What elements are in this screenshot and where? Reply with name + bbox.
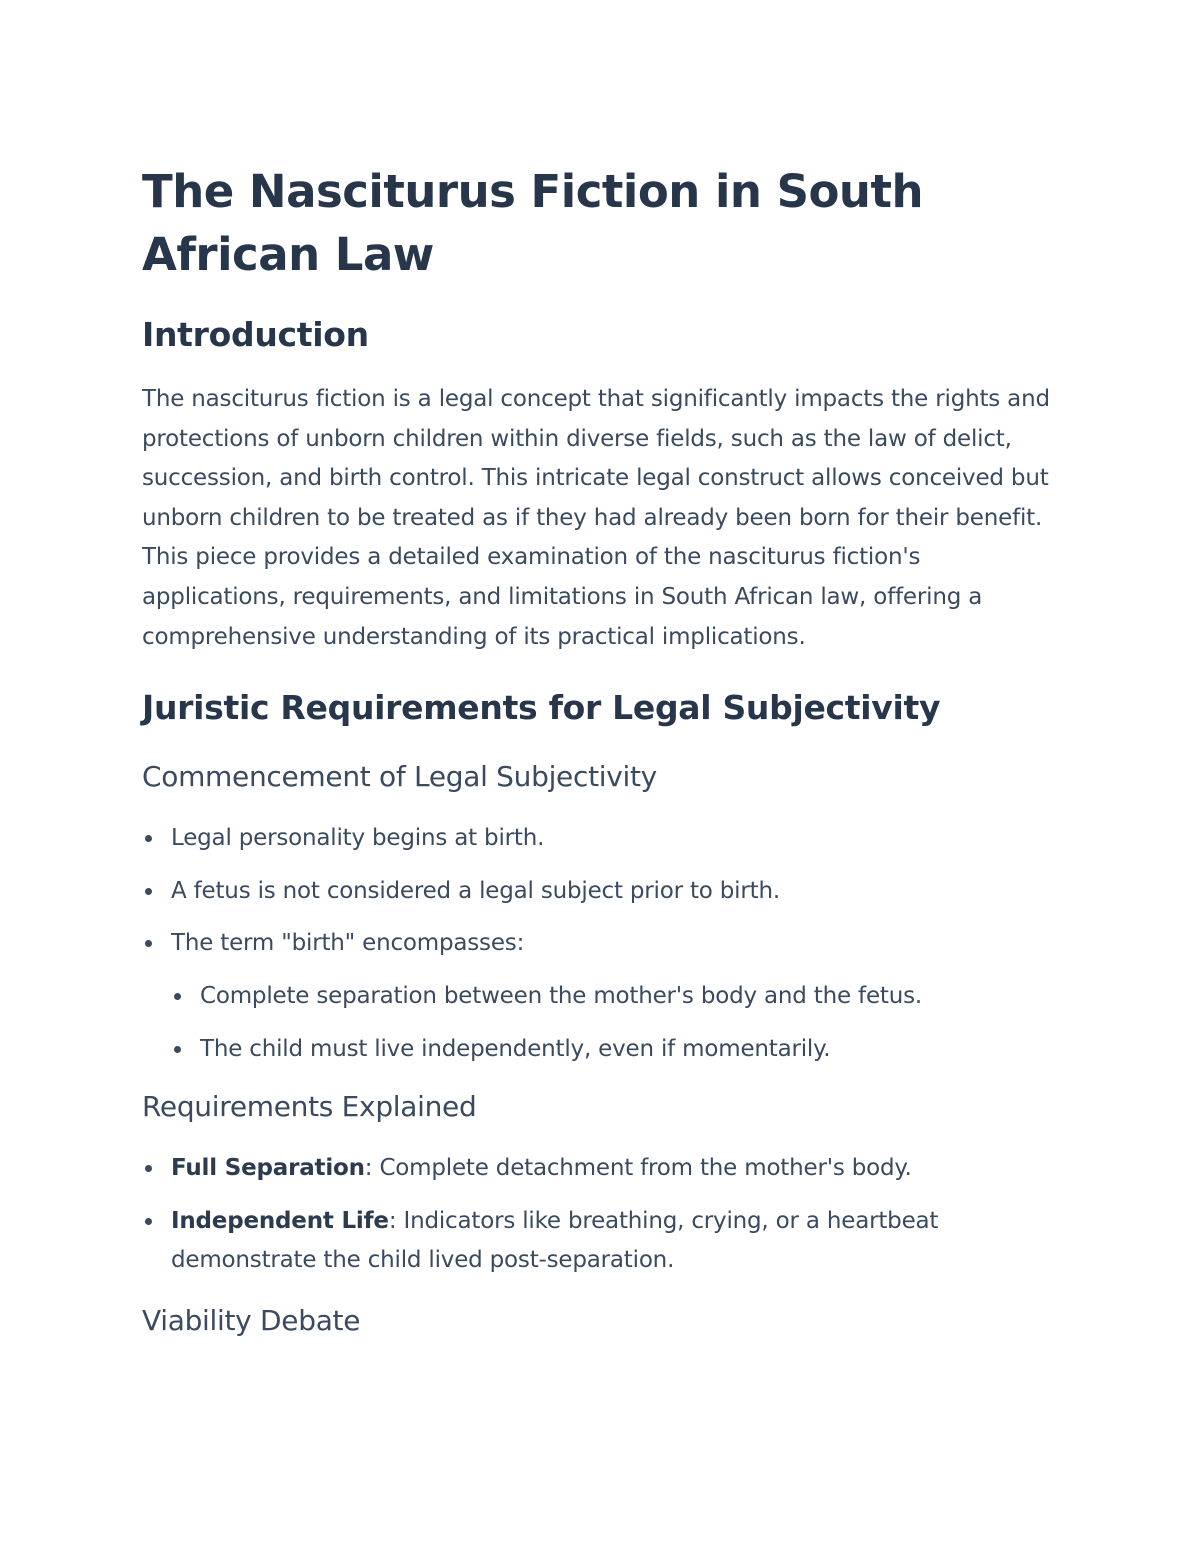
commencement-heading: Commencement of Legal Subjectivity [142,760,657,794]
term-label: Independent Life [171,1207,389,1234]
bullet-icon [145,940,152,947]
viability-heading: Viability Debate [142,1303,361,1337]
bullet-icon [174,1046,181,1053]
bullet-icon [145,835,152,842]
list-item [142,872,1062,912]
bullet-icon [145,888,152,895]
term-label: Full Separation [171,1155,365,1182]
list-item [142,1202,1062,1281]
birth-definition-sublist [171,977,1062,1069]
list-item [142,819,1062,859]
introduction-paragraph: The nasciturus fiction is a legal concept that significantly impacts the rights and protections of unborn children within diverse fields, such as the law of delict, succession, and birth control. This intricate legal construct allows conceived but unborn children to be treated as if they had already been born for their benefit. This piece provides a detailed examination of the nasciturus fiction's applications, requirements, and limitations in South African law, offering a comprehensive understanding of its practical implications. [142,386,1050,650]
list-item-text: A fetus is not considered a legal subject prior to birth. [171,877,780,904]
document-page [142,160,1062,1339]
requirements-heading: Requirements Explained [142,1090,477,1124]
list-item [142,924,1062,1069]
juristic-requirements-heading: Juristic Requirements for Legal Subjectivity [142,688,941,728]
list-item [142,1149,1062,1189]
list-item-text: Legal personality begins at birth. [171,825,545,852]
bullet-icon [145,1165,152,1172]
term-description: : Complete detachment from the mother's body. [364,1155,912,1182]
introduction-heading: Introduction [142,315,369,354]
term-description: : Indicators like breathing, crying, or a heartbeat demonstrate the child lived post-separation. [171,1207,939,1274]
bullet-icon [174,993,181,1000]
sub-list-item-text: Complete separation between the mother's body and the fetus. [200,982,922,1009]
sub-list-item [171,1030,1062,1070]
sub-list-item-text: The child must live independently, even if momentarily. [200,1035,831,1062]
requirements-list [142,1149,1062,1281]
document-title: The Nasciturus Fiction in South African Law [142,165,923,281]
sub-list-item [171,977,1062,1017]
commencement-list [142,819,1062,1069]
list-item-text: The term "birth" encompasses: [171,930,525,957]
bullet-icon [145,1218,152,1225]
